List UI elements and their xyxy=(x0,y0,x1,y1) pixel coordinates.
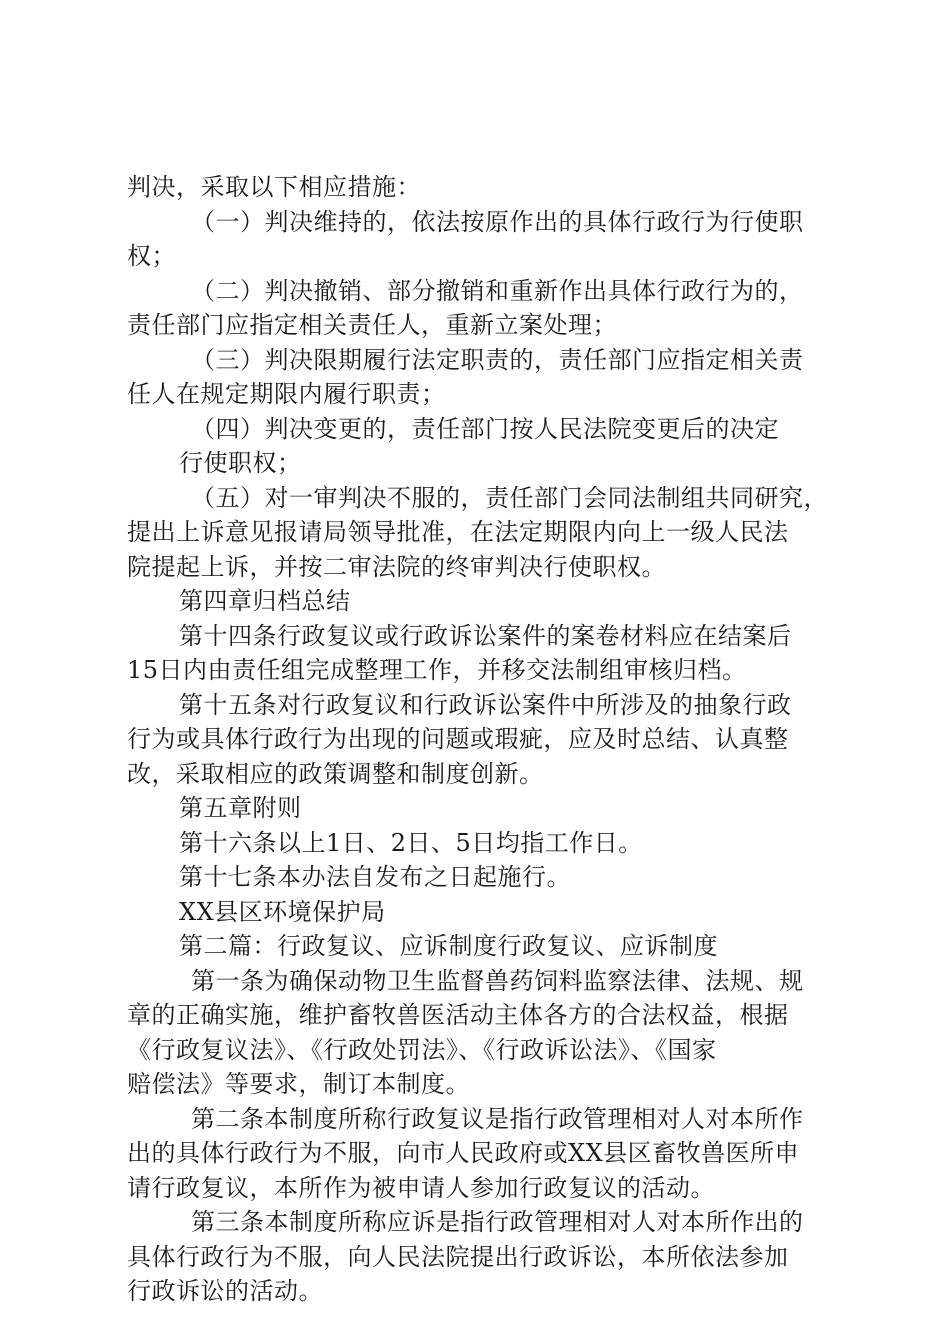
text-line: 任人在规定期限内履行职责； xyxy=(127,380,446,408)
text-line: 第十六条以上1日、2日、5日均指工作日。 xyxy=(179,828,643,857)
text-line: 赔偿法》等要求，制订本制度。 xyxy=(127,1070,470,1098)
text-line: （三）判决限期履行法定职责的，责任部门应指定相关责 xyxy=(191,345,804,374)
text-line: 第十七条本办法自发布之日起施行。 xyxy=(179,863,571,891)
text-line: 请行政复议，本所作为被申请人参加行政复议的活动。 xyxy=(127,1173,715,1202)
text-line: 《行政复议法》、《行政处罚法》、《行政诉讼法》、《国家 xyxy=(127,1035,717,1064)
text-line: 提出上诉意见报请局领导批准，在法定期限内向上一级人民法 xyxy=(127,518,789,546)
text-line: 权； xyxy=(127,242,176,270)
text-line: （二）判决撤销、部分撤销和重新作出具体行政行为的， xyxy=(191,276,804,305)
text-line: 出的具体行政行为不服，向市人民政府或XX县区畜牧兽医所申 xyxy=(127,1139,800,1167)
text-line: 第一条为确保动物卫生监督兽药饲料监察法律、法规、规 xyxy=(191,966,804,995)
text-line: 章的正确实施，维护畜牧兽医活动主体各方的合法权益，根据 xyxy=(127,1001,789,1029)
text-line: （五）对一审判决不服的，责任部门会同法制组共同研究， xyxy=(191,483,828,512)
chapter-title: 第二篇：行政复议、应诉制度行政复议、应诉制度 xyxy=(179,932,718,960)
text-line: 15日内由责任组完成整理工作，并移交法制组审核归档。 xyxy=(127,656,747,684)
text-line: 行为或具体行政行为出现的问题或瑕疵，应及时总结、认真整 xyxy=(127,725,789,753)
text-line: 第二条本制度所称行政复议是指行政管理相对人对本所作 xyxy=(191,1104,804,1133)
organization-name: XX县区环境保护局 xyxy=(179,897,386,926)
section-heading: 第四章归档总结 xyxy=(179,587,351,615)
text-line: 第三条本制度所称应诉是指行政管理相对人对本所作出的 xyxy=(191,1208,804,1236)
text-line: 第十五条对行政复议和行政诉讼案件中所涉及的抽象行政 xyxy=(179,690,792,719)
text-line: 判决，采取以下相应措施： xyxy=(127,173,421,201)
text-line: 院提起上诉，并按二审法院的终审判决行使职权。 xyxy=(127,552,666,581)
text-line: 行使职权； xyxy=(179,449,302,477)
text-line: 第十四条行政复议或行政诉讼案件的案卷材料应在结案后 xyxy=(179,621,792,650)
text-line: 行政诉讼的活动。 xyxy=(127,1277,323,1305)
document-body xyxy=(127,170,847,1309)
text-line: 责任部门应指定相关责任人，重新立案处理； xyxy=(127,311,617,339)
section-heading: 第五章附则 xyxy=(179,794,302,822)
text-line: 改，采取相应的政策调整和制度创新。 xyxy=(127,759,544,788)
text-line: （一）判决维持的，依法按原作出的具体行政行为行使职 xyxy=(191,207,804,236)
text-line: （四）判决变更的，责任部门按人民法院变更后的决定 xyxy=(191,414,779,443)
text-line: 具体行政行为不服，向人民法院提出行政诉讼，本所依法参加 xyxy=(127,1242,789,1271)
